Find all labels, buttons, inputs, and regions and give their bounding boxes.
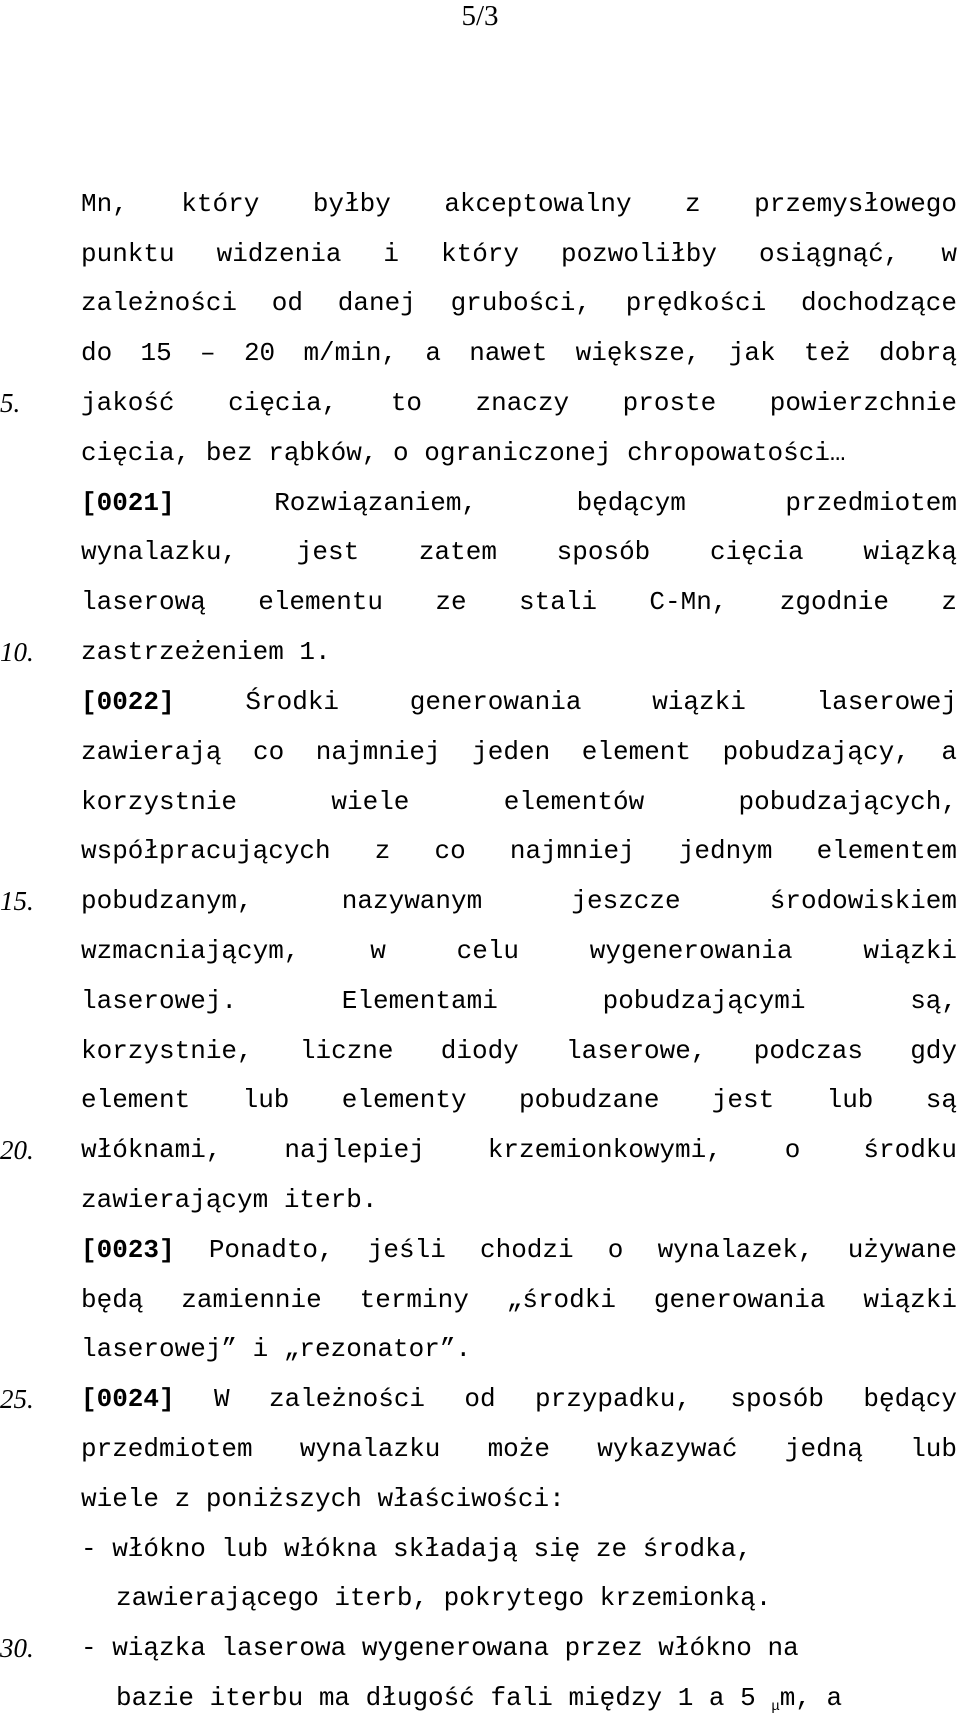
text-line: włóknami, najlepiej krzemionkowymi, o środku [81,1135,957,1165]
paragraph-tag: [0021] [81,488,175,518]
text-line: do 15 – 20 m/min, a nawet większe, jak też dobrą [81,338,957,368]
text-line: przedmiotem wynalazku może wykazywać jedną lub [81,1434,957,1464]
line-number-15: 15. [0,886,34,916]
list-item: - włókno lub włókna składają się ze środka, [81,1534,752,1564]
text-line: korzystnie, liczne diody laserowe, podczas gdy [81,1036,957,1066]
text-line: pobudzanym, nazywanym jeszcze środowiskiem [81,886,957,916]
text-line: wynalazku, jest zatem sposób cięcia wiązką [81,537,957,567]
line-number-20: 20. [0,1135,34,1165]
list-item-continuation: bazie iterbu ma długość fali między 1 a 5 $_\mu$m, a [116,1683,843,1715]
text-line: zawierają co najmniej jeden element pobudzający, a [81,737,957,767]
text-line: współpracujących z co najmniej jednym elementem [81,836,957,866]
text-line: element lub elementy pobudzane jest lub są [81,1085,957,1115]
text-line: punktu widzenia i który pozwoliłby osiągnąć, w [81,239,957,269]
list-item-continuation: zawierającego iterb, pokrytego krzemionką. [116,1583,772,1613]
text-line: zależności od danej grubości, prędkości dochodzące [81,288,957,318]
paragraph-0023-start: [0023] Ponadto, jeśli chodzi o wynalazek, używane [81,1235,957,1265]
line-number-30: 30. [0,1633,34,1663]
micro-subscript: μ [771,1699,780,1715]
list-item: - wiązka laserowa wygenerowana przez włókno na [81,1633,799,1663]
text-line: cięcia, bez rąbków, o ograniczonej chropowatości… [81,438,846,468]
text-line: będą zamiennie terminy „środki generowania wiązki [81,1285,957,1315]
text-line: korzystnie wiele elementów pobudzających, [81,787,957,817]
paragraph-tag: [0023] [81,1235,175,1265]
paragraph-0022-start: [0022] Środki generowania wiązki laserowej [81,687,957,717]
line-number-5: 5. [0,388,21,418]
text-line: laserowej. Elementami pobudzającymi są, [81,986,957,1016]
page-number: 5/3 [461,0,499,32]
text-line: laserową elementu ze stali C-Mn, zgodnie z [81,587,957,617]
line-number-10: 10. [0,637,34,667]
text-line: jakość cięcia, to znaczy proste powierzchnie [81,388,957,418]
line-number-25: 25. [0,1384,34,1414]
text-line: Mn, który byłby akceptowalny z przemysłowego [81,189,957,219]
text-line: wiele z poniższych właściwości: [81,1484,565,1514]
text-line: wzmacniającym, w celu wygenerowania wiązki [81,936,957,966]
paragraph-tag: [0022] [81,687,175,717]
text-line: laserowej” i „rezonator”. [81,1334,472,1364]
paragraph-0021-start: [0021] Rozwiązaniem, będącym przedmiotem [81,488,957,518]
text-line: zastrzeżeniem 1. [81,637,331,667]
paragraph-tag: [0024] [81,1384,175,1414]
paragraph-0024-start: [0024] W zależności od przypadku, sposób będący [81,1384,957,1414]
text-line: zawierającym iterb. [81,1185,378,1215]
